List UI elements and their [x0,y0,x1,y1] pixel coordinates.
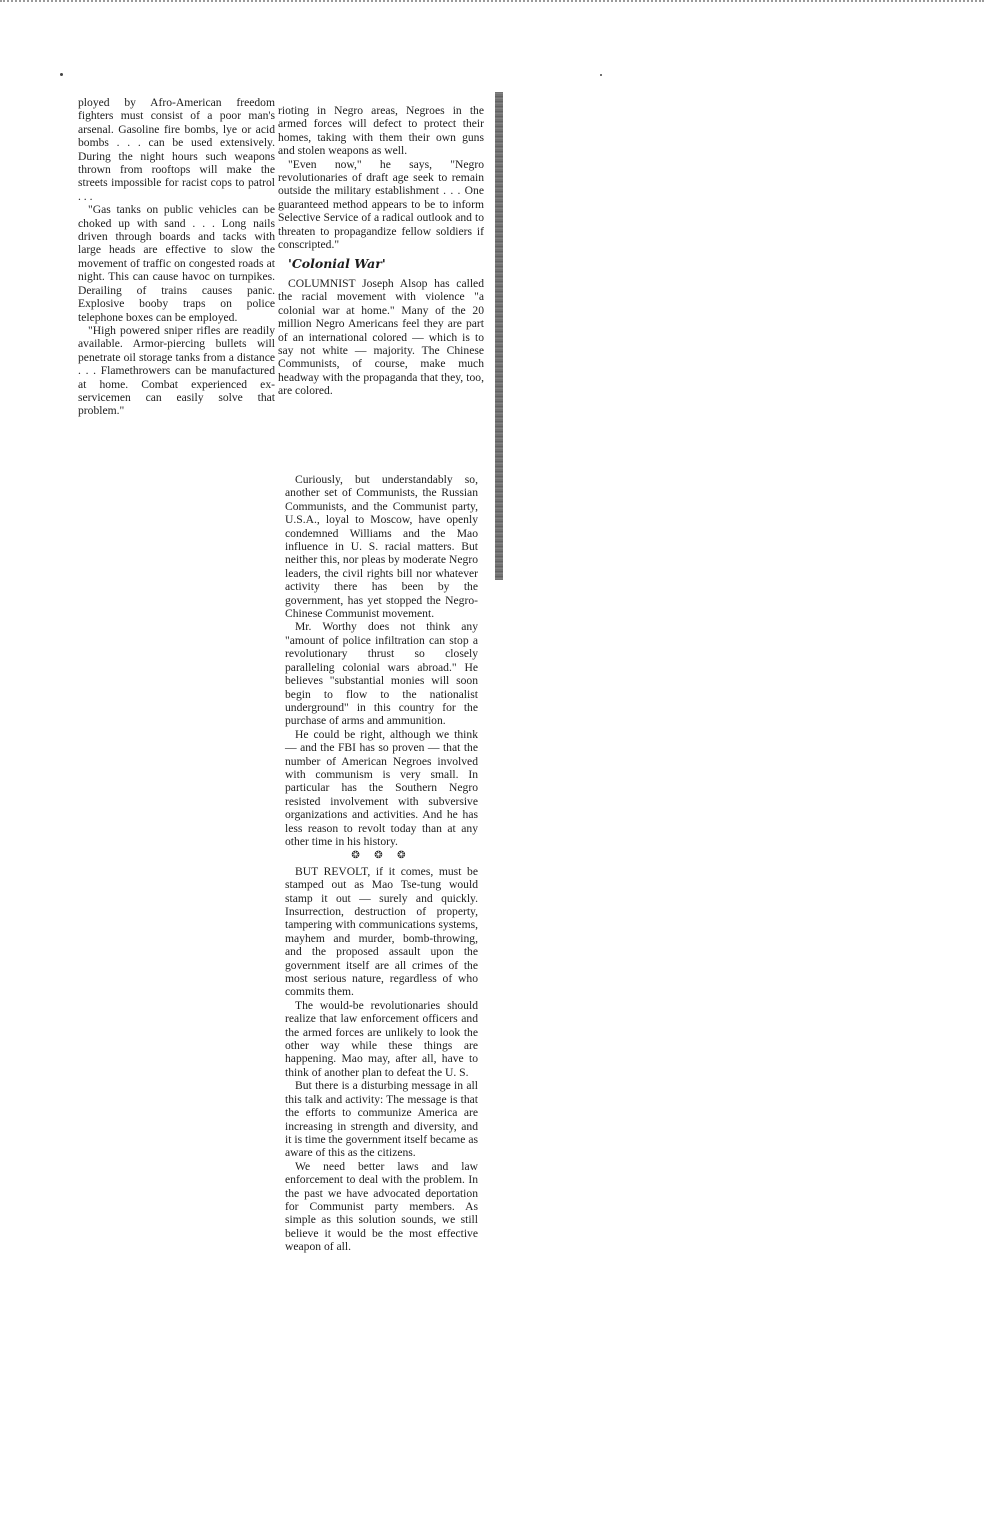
subhead: 'Colonial War' [288,256,386,272]
paragraph: "Even now," he says, "Negro revolutionaries of draft age seek to remain outside the military establishment . . . One guaranteed method appears to be to inform Selective Service of a radical outlook and to threaten to propagandize fellow soldiers if conscripted." [278,157,484,252]
paragraph: "High powered sniper rifles are readily available. Armor-piercing bullets will penetrate oil storage tanks from a distance . . . Flamethrowers can be manufactured at home. Combat experienced ex-servicemen can easily solve that problem." [78,323,275,418]
paragraph: The would-be revolutionaries should realize that law enforcement officers and the armed forces are unlikely to look the other way while these things are happening. Mao may, after all, have to think of another plan to defeat the U. S. [285,998,478,1079]
column-gutter-bar [495,92,503,580]
paragraph: He could be right, although we think — and the FBI has so proven — that the number of American Negroes involved with communism is very small. In particular has the Southern Negro resisted involvement with subversive organizations and activities. And he has less reason to revolt today than at any other time in his history. [285,727,478,848]
paragraph: We need better laws and law enforcement to deal with the problem. In the past we have advocated deportation for Communist party members. As simple as this solution sounds, we still believe it would be the most effective weapon of all. [285,1159,478,1254]
paragraph: ployed by Afro-American freedom fighters must consist of a poor man's arsenal. Gasoline fire bombs, lye or acid bombs . . . can be used extensively. During the night hours such weapons thrown from rooftops will make the streets impossible for racist cops to patrol . . . [78,96,275,203]
article-column-right-top [278,104,484,398]
paragraph: "Gas tanks on public vehicles can be choked up with sand . . . Long nails driven through boards and tacks with large heads are effective to slow the movement of traffic on congested roads at night. This can cause havoc on turnpikes. Derailing of trains causes panic. Explosive booby traps on police telephone boxes can be employed. [78,203,275,324]
article-column-left [78,96,275,418]
page-top-border [0,0,984,2]
paragraph: BUT REVOLT, if it comes, must be stamped out as Mao Tse-tung would stamp it out — surely and quickly. Insurrection, destruction of property, tampering with communications systems, mayhem and murder, bomb-throwing, and the proposed assault upon the government itself are all crimes of the most serious nature, regardless of who commits them. [285,864,478,999]
paragraph: COLUMNIST Joseph Alsop has called the racial movement with violence "a colonial war at home." Many of the 20 million Negro Americans feel they are part of an international colored — which is to say not white — majority. The Chinese Communists, of course, make much headway with the propaganda that they, too, are colored. [278,276,484,398]
paragraph: But there is a disturbing message in all this talk and activity: The message is that the efforts to communize America are increasing in strength and diversity, and it is time the government itself became as aware of this as the citizens. [285,1079,478,1160]
paragraph: Curiously, but understandably so, another set of Communists, the Russian Communists, and the Communist party, U.S.A., loyal to Moscow, have openly condemned Williams and the Mao influence in U. S. racial matters. But neither this, nor pleas by moderate Negro leaders, the civil rights bill nor whatever activity there has been by the government, has yet stopped the Negro-Chinese Communist movement. [285,473,478,621]
ink-speck [60,73,63,76]
article-column-middle [285,473,478,1254]
paragraph: Mr. Worthy does not think any "amount of police infiltration can stop a revolutionary thrust so closely paralleling colonial wars abroad." He believes "substantial monies will soon begin to flow to the nationalist underground" in this country for the purchase of arms and ammunition. [285,620,478,728]
ink-speck [600,74,602,76]
section-separator: ❂ ❂ ❂ [351,850,412,862]
paragraph: rioting in Negro areas, Negroes in the armed forces will defect to protect their homes, taking with them their own guns and stolen weapons as well. [278,104,484,158]
